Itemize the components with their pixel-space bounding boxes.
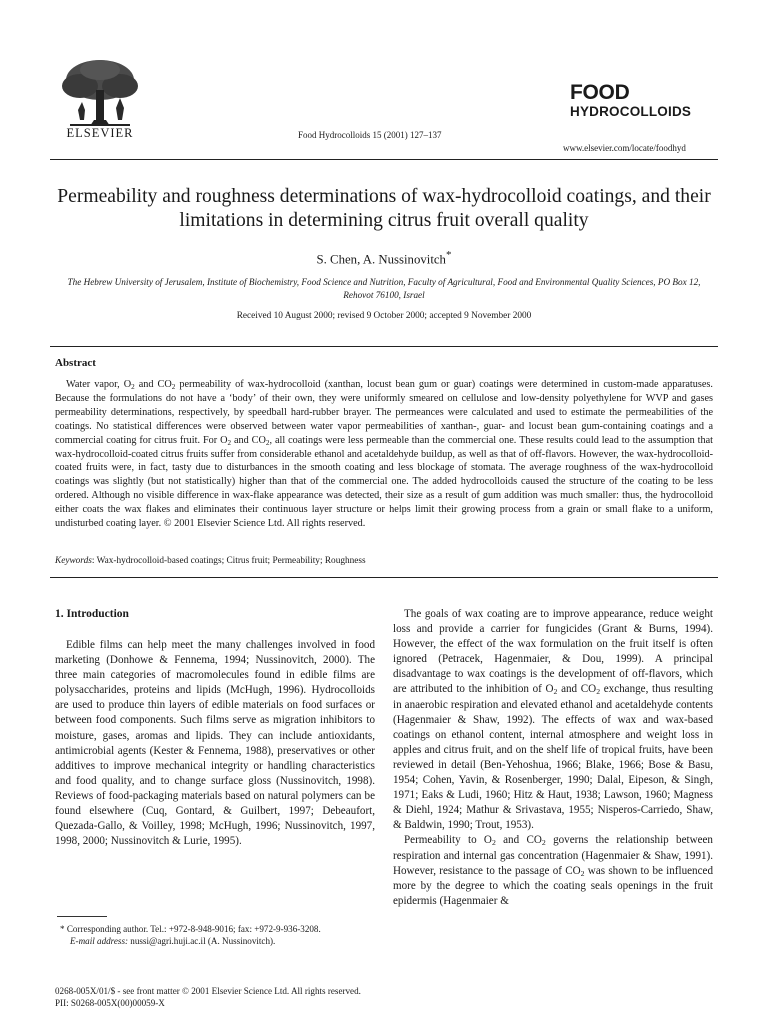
journal-title-line2: HYDROCOLLOIDS: [570, 104, 692, 119]
email-label: E-mail address:: [70, 936, 129, 947]
intro-paragraph-3: Permeability to $O_2$ and $CO_2$ governs the relationship between respiration and internal gas concentration (Hagenmaier & Shaw, 1991). However, resistance to the passage of $CO_2$ was shown to be influenced more by the degree to which the coating seals openings in the fruit epidermis (Hagenmaier &: [393, 834, 713, 907]
front-matter: [55, 985, 361, 1009]
abstract-top-divider: [50, 346, 718, 347]
footnote-divider: [57, 916, 107, 917]
email-address-link[interactable]: nussi@agri.huji.ac.il (A. Nussinovitch).: [128, 936, 276, 947]
keywords: [55, 556, 713, 566]
author-email: [60, 935, 380, 947]
right-column: [393, 607, 713, 909]
article-authors: [50, 249, 718, 267]
journal-website-link[interactable]: www.elsevier.com/locate/foodhyd: [563, 143, 686, 153]
journal-title-line1: FOOD: [570, 81, 630, 104]
left-column: [55, 638, 375, 849]
corresponding-author-contact: * Corresponding author. Tel.: +972-8-948-9016; fax: +972-9-936-3208.: [60, 924, 321, 934]
keywords-list: : Wax-hydrocolloid-based coatings; Citrus fruit; Permeability; Roughness: [91, 556, 366, 566]
section-heading-introduction: 1. Introduction: [55, 608, 129, 620]
journal-title: [570, 82, 691, 119]
header-divider: [50, 159, 718, 160]
corresponding-author-footnote: [60, 923, 380, 948]
abstract-bottom-divider: [50, 577, 718, 578]
abstract-text: Water vapor, $O_2$ and $CO_2$ permeability of wax-hydrocolloid (xanthan, locust bean gum or guar) coatings were determined in custom-made apparatuses. Because the formulations do not have a ‘body’ of their own, they were uniformly smeared on cellulose and low-density polyethylene for WVP and gases permeability determinations, respectively, by speedball hard-rubber brayer. The permeances were calculated and used to estimate the permeabilities of the coatings. No statistical differences were observed between water vapor permeabilities of xanthan-, guar- and locust bean gum-containing coatings and a commercial coating for citrus fruit. For $O_2$ and $CO_2$, all coatings were less permeable than the commercial one. These results could lead to the assumption that wax-hydrocolloid-coated citrus fruits suffer from considerable ethanol and acetaldehyde buildup, as well as that of off-flavors. However, the wax-hydrocolloid-coated fruits were, in fact, tasty due to disturbances in the smooth coating and less blockage of stomata. The average roughness of the wax-hydrocolloid coatings was slightly (but not statistically) higher than that of the commercial one. The added hydrocolloids caused the structure of the coating to be less ordered. Although no visible difference in wax-flake appearance was detected, their size as a result of gum addition was much smaller: thus, the hydrocolloid either coats the wax flakes and eliminates their continuous layer structure or helps limit their growing process from a grain or small flake to a uniform, undisturbed coating layer. © 2001 Elsevier Science Ltd. All rights reserved.: [55, 379, 713, 530]
author-names: S. Chen, A. Nussinovitch: [316, 252, 446, 267]
pii-line: PII: S0268-005X(00)00059-X: [55, 998, 165, 1009]
journal-citation: Food Hydrocolloids 15 (2001) 127–137: [298, 130, 442, 140]
intro-paragraph-1: Edible films can help meet the many challenges involved in food marketing (Donhowe & Fennema, 1994; Nussinovitch, 2000). The three main categories of macromolecules found in edible films are polysaccharides, proteins and lipids (McHugh, 1996). Hydrocolloids are used to produce thin layers of edible materials on food surfaces or between food components. Such films serve as migration inhibitors to moisture, gases, aromas and lipids. They can include antioxidants, antimicrobial agents (Kester & Fennema, 1988), preservatives or other additives to improve mechanical integrity or handling characteristics and food quality, and to change surface gloss (Nussinovitch, 1998). Reviews of food-packaging materials based on natural polymers can be found elsewhere (Cuq, Gontard, & Guilbert, 1997; Debeaufort, Quezada-Gallo, & Voilley, 1998; McHugh, 1996; Nussinovitch, 1997, 1998, 2000; Nussinovitch & Lurie, 1995).: [55, 639, 375, 848]
publisher-name: ELSEVIER: [66, 126, 134, 140]
corresponding-author-mark[interactable]: *: [445, 249, 452, 261]
intro-paragraph-2: The goals of wax coating are to improve appearance, reduce weight loss and provide a carrier for fungicides (Grant & Burns, 1994). However, the effect of the wax formulation on the fruit itself is often ignored (Petracek, Hagenmaier, & Dou, 1999). A principal disadvantage to wax coatings is the development of off-flavors, which are attributed to the inhibition of $O_2$ and $CO_2$ exchange, thus resulting in anaerobic respiration and elevated ethanol and acetaldehyde contents (Hagenmaier & Shaw, 1992). The effects of wax and wax-based coatings on ethanol content, internal atmosphere and weight loss in apples and citrus fruit, and on the shelf life of tropical fruits, have been reviewed in detail (Ben-Yehoshua, 1966; Blake, 1966; Bose & Basu, 1954; Cohen, Yavin, & Rosenberger, 1990; Dalal, Eipeson, & Singh, 1971; Eaks & Ludi, 1960; Hitz & Haut, 1938; Lawson, 1960; Magness & Diehl, 1924; Mathur & Srivastava, 1955; Nisperos-Carriedo, Shaw, & Baldwin, 1990; Trout, 1953).: [393, 608, 714, 832]
copyright-line: 0268-005X/01/$ - see front matter © 2001 Elsevier Science Ltd. All rights reserved.: [55, 986, 361, 996]
received-dates: Received 10 August 2000; revised 9 October 2000; accepted 9 November 2000: [236, 311, 532, 321]
author-affiliation: The Hebrew University of Jerusalem, Institute of Biochemistry, Food Science and Nutrition, Faculty of Agricultural, Food and Environmental Quality Sciences, PO Box 12, Rehovot 76100, Israel: [67, 277, 701, 300]
tree-logo-icon: [50, 58, 150, 128]
keywords-label: Keywords: [55, 556, 92, 566]
article-title: Permeability and roughness determinations of wax-hydrocolloid coatings, and their limitations in determining citrus fruit overall quality: [57, 186, 711, 231]
abstract-heading: Abstract: [55, 357, 96, 369]
